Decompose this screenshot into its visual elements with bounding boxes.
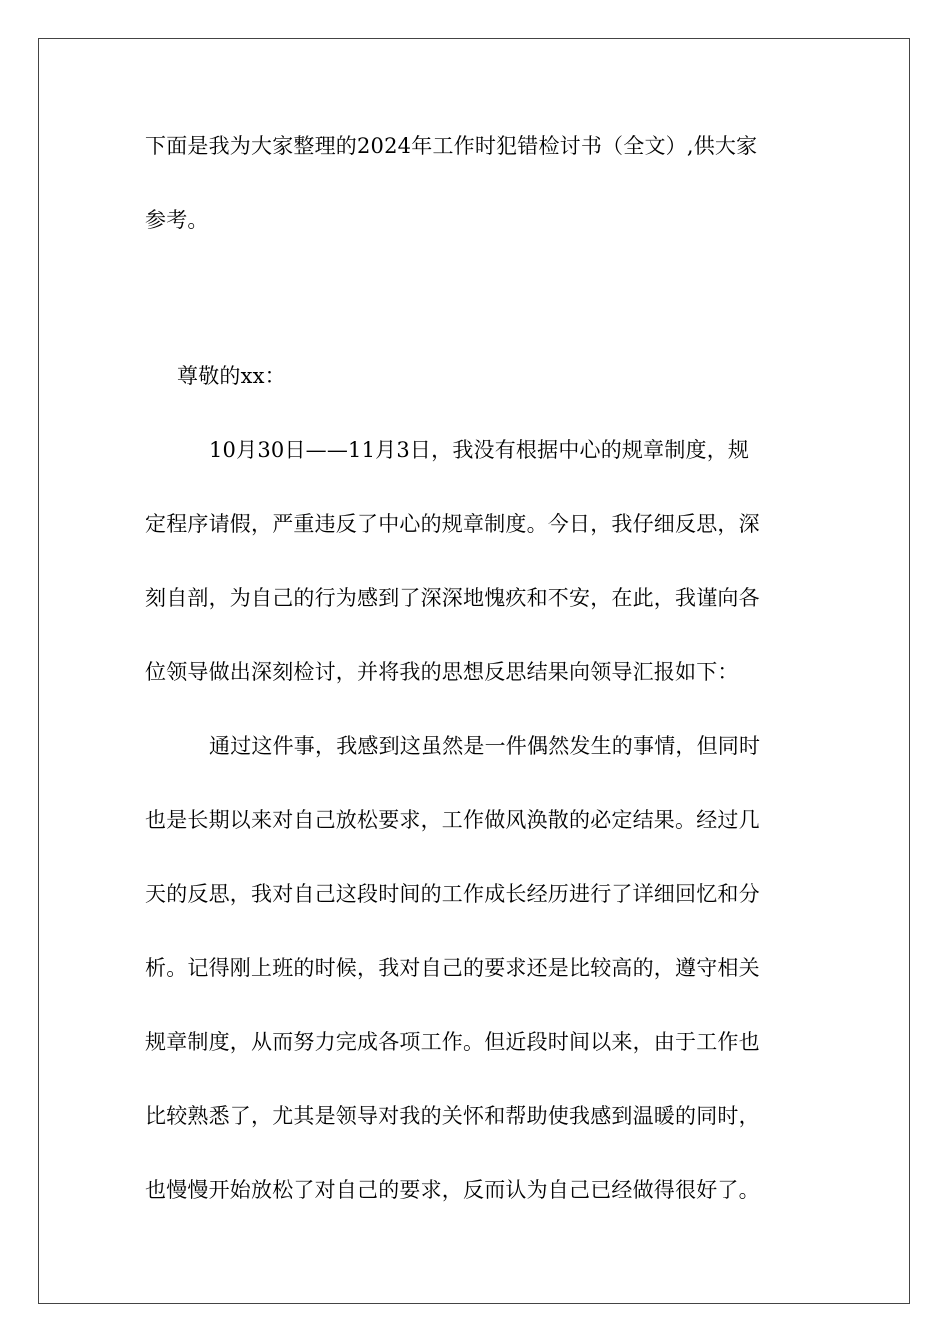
- paragraph-2-line-5: 规章制度，从而努力完成各项工作。但近段时间以来，由于工作也: [145, 1030, 760, 1054]
- salutation: 尊敬的xx：: [177, 364, 286, 388]
- paragraph-1-line-3: 刻自剖，为自己的行为感到了深深地愧疚和不安，在此，我谨向各: [145, 586, 760, 610]
- paragraph-2-line-1: 通过这件事，我感到这虽然是一件偶然发生的事情，但同时: [209, 734, 761, 758]
- paragraph-1-line-2: 定程序请假，严重违反了中心的规章制度。今日，我仔细反思，深: [145, 512, 760, 536]
- paragraph-2-line-6: 比较熟悉了，尤其是领导对我的关怀和帮助使我感到温暖的同时，: [145, 1104, 760, 1128]
- paragraph-2-line-4: 析。记得刚上班的时候，我对自己的要求还是比较高的，遵守相关: [145, 956, 760, 980]
- paragraph-2-line-2: 也是长期以来对自己放松要求，工作做风涣散的必定结果。经过几: [145, 808, 760, 832]
- paragraph-1-line-1: 10月30日——11月3日，我没有根据中心的规章制度，规: [209, 438, 750, 462]
- paragraph-2-line-3: 天的反思，我对自己这段时间的工作成长经历进行了详细回忆和分: [145, 882, 760, 906]
- paragraph-1-line-4: 位领导做出深刻检讨，并将我的思想反思结果向领导汇报如下：: [145, 660, 739, 684]
- intro-line-2: 参考。: [145, 208, 209, 232]
- paragraph-2-line-7: 也慢慢开始放松了对自己的要求，反而认为自己已经做得很好了。: [145, 1178, 760, 1202]
- intro-line-1: 下面是我为大家整理的2024年工作时犯错检讨书（全文）,供大家: [145, 134, 758, 158]
